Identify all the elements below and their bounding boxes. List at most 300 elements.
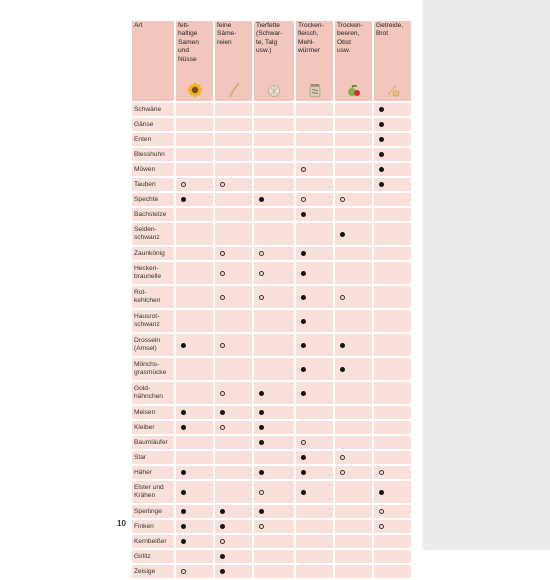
food-cell bbox=[176, 358, 213, 380]
food-cell bbox=[374, 505, 411, 518]
food-cell bbox=[335, 208, 372, 221]
filled-dot-icon bbox=[340, 367, 345, 372]
food-cell bbox=[254, 103, 294, 116]
bird-name: Blesshuhn bbox=[132, 148, 174, 161]
column-header-label: fett- haltige Samen und Nüsse bbox=[178, 22, 199, 63]
food-cell bbox=[296, 133, 333, 146]
hollow-dot-icon bbox=[220, 182, 225, 187]
food-cell bbox=[296, 262, 333, 284]
table-row bbox=[132, 178, 411, 191]
food-cell bbox=[335, 247, 372, 260]
food-cell bbox=[176, 406, 213, 419]
food-cell bbox=[335, 565, 372, 578]
food-cell bbox=[374, 406, 411, 419]
table-row bbox=[132, 148, 411, 161]
food-cell bbox=[374, 133, 411, 146]
column-header-grain-bread bbox=[374, 21, 411, 101]
food-cell bbox=[215, 466, 252, 479]
food-cell bbox=[176, 451, 213, 464]
food-cell bbox=[254, 334, 294, 356]
hollow-dot-icon bbox=[181, 569, 186, 574]
food-cell bbox=[374, 223, 411, 245]
table-row bbox=[132, 406, 411, 419]
food-cell bbox=[254, 193, 294, 206]
hollow-dot-icon bbox=[220, 251, 225, 256]
filled-dot-icon bbox=[301, 470, 306, 475]
filled-dot-icon bbox=[301, 490, 306, 495]
filled-dot-icon bbox=[220, 524, 225, 529]
food-cell bbox=[374, 436, 411, 449]
filled-dot-icon bbox=[220, 554, 225, 559]
bird-name: Seiden- schwanz bbox=[132, 223, 174, 245]
filled-dot-icon bbox=[301, 455, 306, 460]
food-cell bbox=[296, 118, 333, 131]
filled-dot-icon bbox=[301, 295, 306, 300]
food-cell bbox=[296, 466, 333, 479]
filled-dot-icon bbox=[220, 509, 225, 514]
food-cell bbox=[215, 382, 252, 404]
table-row bbox=[132, 103, 411, 116]
table-row bbox=[132, 163, 411, 176]
table-row bbox=[132, 286, 411, 308]
filled-dot-icon bbox=[379, 490, 384, 495]
filled-dot-icon bbox=[340, 232, 345, 237]
table-row bbox=[132, 466, 411, 479]
food-cell bbox=[296, 223, 333, 245]
filled-dot-icon bbox=[181, 470, 186, 475]
food-cell bbox=[176, 565, 213, 578]
food-cell bbox=[335, 466, 372, 479]
filled-dot-icon bbox=[301, 367, 306, 372]
table-row bbox=[132, 535, 411, 548]
food-cell bbox=[374, 262, 411, 284]
hollow-dot-icon bbox=[220, 391, 225, 396]
food-cell bbox=[215, 505, 252, 518]
food-cell bbox=[254, 505, 294, 518]
hollow-dot-icon bbox=[340, 197, 345, 202]
food-cell bbox=[254, 481, 294, 503]
food-cell bbox=[374, 208, 411, 221]
bird-name: Tauben bbox=[132, 178, 174, 191]
food-cell bbox=[335, 520, 372, 533]
food-cell bbox=[335, 421, 372, 434]
food-cell bbox=[335, 118, 372, 131]
bird-name: Kleiber bbox=[132, 421, 174, 434]
food-cell bbox=[335, 103, 372, 116]
food-cell bbox=[296, 451, 333, 464]
filled-dot-icon bbox=[379, 167, 384, 172]
food-cell bbox=[335, 178, 372, 191]
food-cell bbox=[176, 208, 213, 221]
food-cell bbox=[374, 520, 411, 533]
filled-dot-icon bbox=[301, 212, 306, 217]
table-row bbox=[132, 247, 411, 260]
food-cell bbox=[335, 262, 372, 284]
filled-dot-icon bbox=[379, 152, 384, 157]
header-row bbox=[132, 21, 411, 101]
column-header-label: Tierfette (Schwar- te, Talg usw.) bbox=[256, 22, 283, 55]
food-cell bbox=[254, 178, 294, 191]
food-cell bbox=[335, 406, 372, 419]
filled-dot-icon bbox=[259, 197, 264, 202]
food-cell bbox=[176, 550, 213, 563]
food-cell bbox=[215, 208, 252, 221]
food-cell bbox=[254, 223, 294, 245]
food-cell bbox=[215, 565, 252, 578]
food-cell bbox=[215, 286, 252, 308]
table-row bbox=[132, 505, 411, 518]
food-cell bbox=[254, 535, 294, 548]
food-cell bbox=[215, 163, 252, 176]
food-cell bbox=[254, 247, 294, 260]
food-cell bbox=[335, 535, 372, 548]
filled-dot-icon bbox=[379, 182, 384, 187]
food-cell bbox=[254, 565, 294, 578]
food-cell bbox=[374, 481, 411, 503]
hollow-dot-icon bbox=[301, 167, 306, 172]
food-cell bbox=[254, 286, 294, 308]
food-cell bbox=[335, 223, 372, 245]
bird-name: Gänse bbox=[132, 118, 174, 131]
table-body bbox=[132, 103, 411, 578]
hollow-dot-icon bbox=[340, 470, 345, 475]
food-cell bbox=[335, 505, 372, 518]
bird-name: Girlitz bbox=[132, 550, 174, 563]
food-cell bbox=[176, 436, 213, 449]
food-cell bbox=[176, 148, 213, 161]
filled-dot-icon bbox=[301, 319, 306, 324]
seed-ear-icon bbox=[226, 82, 242, 98]
food-cell bbox=[215, 262, 252, 284]
food-cell bbox=[296, 565, 333, 578]
food-cell bbox=[296, 178, 333, 191]
column-header-label: Art bbox=[134, 22, 143, 29]
column-header-animal-fats bbox=[254, 21, 294, 101]
food-cell bbox=[335, 148, 372, 161]
filled-dot-icon bbox=[301, 391, 306, 396]
table-row bbox=[132, 133, 411, 146]
bird-name: Baumläufer bbox=[132, 436, 174, 449]
column-header-dried-meat bbox=[296, 21, 333, 101]
food-cell bbox=[374, 247, 411, 260]
bird-name: Sperlinge bbox=[132, 505, 174, 518]
hollow-dot-icon bbox=[301, 197, 306, 202]
bird-name: Hecken- braunelle bbox=[132, 262, 174, 284]
filled-dot-icon bbox=[259, 440, 264, 445]
bird-name: Star bbox=[132, 451, 174, 464]
food-cell bbox=[254, 406, 294, 419]
food-cell bbox=[254, 148, 294, 161]
hollow-dot-icon bbox=[340, 295, 345, 300]
food-cell bbox=[215, 247, 252, 260]
food-cell bbox=[374, 550, 411, 563]
filled-dot-icon bbox=[259, 391, 264, 396]
hollow-dot-icon bbox=[259, 295, 264, 300]
column-header-label: feine Säme- reien bbox=[217, 22, 237, 46]
hollow-dot-icon bbox=[220, 425, 225, 430]
hollow-dot-icon bbox=[340, 455, 345, 460]
filled-dot-icon bbox=[259, 509, 264, 514]
bird-name: Spechte bbox=[132, 193, 174, 206]
hollow-dot-icon bbox=[301, 440, 306, 445]
food-cell bbox=[335, 382, 372, 404]
food-cell bbox=[296, 550, 333, 563]
table-row bbox=[132, 223, 411, 245]
column-header-label: Trocken- fleisch, Mehl- würmer bbox=[298, 22, 324, 55]
food-cell bbox=[296, 481, 333, 503]
table-row bbox=[132, 436, 411, 449]
hollow-dot-icon bbox=[259, 251, 264, 256]
food-cell bbox=[296, 163, 333, 176]
food-cell bbox=[176, 382, 213, 404]
filled-dot-icon bbox=[181, 539, 186, 544]
food-cell bbox=[296, 193, 333, 206]
food-cell bbox=[296, 421, 333, 434]
hollow-dot-icon bbox=[259, 490, 264, 495]
food-cell bbox=[296, 208, 333, 221]
food-cell bbox=[215, 133, 252, 146]
bird-name: Finken bbox=[132, 520, 174, 533]
filled-dot-icon bbox=[259, 425, 264, 430]
food-cell bbox=[374, 382, 411, 404]
bird-name: Gold- hähnchen bbox=[132, 382, 174, 404]
food-cell bbox=[215, 451, 252, 464]
food-cell bbox=[176, 310, 213, 332]
column-header-dried-berries bbox=[335, 21, 372, 101]
table-row bbox=[132, 334, 411, 356]
food-cell bbox=[215, 178, 252, 191]
food-cell bbox=[335, 133, 372, 146]
food-cell bbox=[374, 451, 411, 464]
food-cell bbox=[296, 436, 333, 449]
food-cell bbox=[215, 436, 252, 449]
table-row bbox=[132, 550, 411, 563]
filled-dot-icon bbox=[301, 271, 306, 276]
filled-dot-icon bbox=[259, 410, 264, 415]
food-cell bbox=[254, 550, 294, 563]
food-cell bbox=[335, 436, 372, 449]
food-cell bbox=[254, 133, 294, 146]
bird-name: Mönchs- grasmücke bbox=[132, 358, 174, 380]
food-cell bbox=[335, 286, 372, 308]
filled-dot-icon bbox=[220, 569, 225, 574]
filled-dot-icon bbox=[379, 107, 384, 112]
bird-name: Hausrot- schwanz bbox=[132, 310, 174, 332]
column-header-art bbox=[132, 21, 174, 101]
food-cell bbox=[296, 247, 333, 260]
column-header-label: Trocken- beeren, Obst usw. bbox=[337, 22, 363, 55]
food-cell bbox=[335, 451, 372, 464]
food-cell bbox=[176, 520, 213, 533]
food-cell bbox=[176, 505, 213, 518]
food-cell bbox=[254, 382, 294, 404]
food-cell bbox=[176, 163, 213, 176]
food-cell bbox=[296, 406, 333, 419]
filled-dot-icon bbox=[301, 251, 306, 256]
sunflower-icon bbox=[187, 82, 203, 98]
filled-dot-icon bbox=[340, 343, 345, 348]
table-row bbox=[132, 481, 411, 503]
table-row bbox=[132, 565, 411, 578]
food-cell bbox=[335, 310, 372, 332]
food-cell bbox=[374, 178, 411, 191]
food-cell bbox=[215, 223, 252, 245]
bird-name: Kernbeißer bbox=[132, 535, 174, 548]
food-cell bbox=[296, 382, 333, 404]
food-cell bbox=[374, 193, 411, 206]
filled-dot-icon bbox=[181, 343, 186, 348]
filled-dot-icon bbox=[301, 343, 306, 348]
food-cell bbox=[215, 193, 252, 206]
page-number: 10 bbox=[117, 519, 126, 528]
bird-name: Enten bbox=[132, 133, 174, 146]
food-cell bbox=[335, 358, 372, 380]
food-cell bbox=[215, 421, 252, 434]
food-cell bbox=[176, 421, 213, 434]
filled-dot-icon bbox=[379, 137, 384, 142]
food-cell bbox=[335, 163, 372, 176]
food-cell bbox=[296, 505, 333, 518]
food-cell bbox=[254, 163, 294, 176]
food-cell bbox=[374, 535, 411, 548]
column-header-fine-seeds bbox=[215, 21, 252, 101]
food-cell bbox=[335, 334, 372, 356]
food-cell bbox=[296, 148, 333, 161]
table-row bbox=[132, 520, 411, 533]
food-cell bbox=[215, 118, 252, 131]
hollow-dot-icon bbox=[379, 470, 384, 475]
table-row bbox=[132, 382, 411, 404]
food-cell bbox=[254, 421, 294, 434]
food-cell bbox=[254, 520, 294, 533]
filled-dot-icon bbox=[259, 470, 264, 475]
hollow-dot-icon bbox=[259, 524, 264, 529]
food-cell bbox=[215, 520, 252, 533]
bird-name: Zeisige bbox=[132, 565, 174, 578]
table-row bbox=[132, 451, 411, 464]
food-cell bbox=[215, 535, 252, 548]
filled-dot-icon bbox=[181, 197, 186, 202]
food-cell bbox=[176, 262, 213, 284]
food-cell bbox=[215, 550, 252, 563]
food-cell bbox=[176, 334, 213, 356]
fat-ball-icon bbox=[266, 82, 282, 98]
food-cell bbox=[296, 535, 333, 548]
filled-dot-icon bbox=[379, 122, 384, 127]
food-cell bbox=[215, 406, 252, 419]
filled-dot-icon bbox=[181, 524, 186, 529]
bird-name: Drosseln (Amsel) bbox=[132, 334, 174, 356]
food-cell bbox=[374, 103, 411, 116]
food-cell bbox=[374, 466, 411, 479]
food-cell bbox=[335, 481, 372, 503]
bird-name: Häher bbox=[132, 466, 174, 479]
column-header-label: Getreide, Brot bbox=[376, 22, 404, 38]
hollow-dot-icon bbox=[181, 182, 186, 187]
food-cell bbox=[215, 103, 252, 116]
fruit-icon bbox=[346, 82, 362, 98]
table-row bbox=[132, 208, 411, 221]
table-row bbox=[132, 193, 411, 206]
food-cell bbox=[254, 208, 294, 221]
food-cell bbox=[254, 358, 294, 380]
filled-dot-icon bbox=[181, 425, 186, 430]
table-row bbox=[132, 310, 411, 332]
food-cell bbox=[215, 358, 252, 380]
feeding-table bbox=[130, 19, 413, 580]
food-cell bbox=[296, 358, 333, 380]
food-cell bbox=[374, 148, 411, 161]
food-cell bbox=[296, 103, 333, 116]
food-cell bbox=[254, 436, 294, 449]
filled-dot-icon bbox=[181, 490, 186, 495]
bird-name: Elster und Krähen bbox=[132, 481, 174, 503]
bird-name: Möwen bbox=[132, 163, 174, 176]
table-row bbox=[132, 358, 411, 380]
food-cell bbox=[335, 550, 372, 563]
food-cell bbox=[176, 193, 213, 206]
hollow-dot-icon bbox=[220, 271, 225, 276]
food-cell bbox=[176, 133, 213, 146]
bird-name: Meisen bbox=[132, 406, 174, 419]
food-cell bbox=[176, 118, 213, 131]
food-cell bbox=[296, 286, 333, 308]
table-row bbox=[132, 421, 411, 434]
table-row bbox=[132, 118, 411, 131]
food-cell bbox=[296, 334, 333, 356]
food-cell bbox=[176, 535, 213, 548]
food-cell bbox=[176, 481, 213, 503]
hollow-dot-icon bbox=[259, 271, 264, 276]
food-cell bbox=[176, 223, 213, 245]
food-cell bbox=[254, 466, 294, 479]
food-cell bbox=[215, 148, 252, 161]
food-cell bbox=[215, 310, 252, 332]
filled-dot-icon bbox=[181, 509, 186, 514]
table-row bbox=[132, 262, 411, 284]
filled-dot-icon bbox=[220, 410, 225, 415]
hollow-dot-icon bbox=[220, 295, 225, 300]
food-cell bbox=[254, 310, 294, 332]
bread-grain-icon bbox=[385, 82, 401, 98]
food-cell bbox=[254, 451, 294, 464]
hollow-dot-icon bbox=[379, 509, 384, 514]
food-cell bbox=[254, 262, 294, 284]
food-cell bbox=[296, 520, 333, 533]
food-cell bbox=[176, 247, 213, 260]
food-cell bbox=[176, 286, 213, 308]
food-cell bbox=[374, 358, 411, 380]
bird-name: Bachstelze bbox=[132, 208, 174, 221]
food-cell bbox=[374, 118, 411, 131]
food-cell bbox=[254, 118, 294, 131]
food-cell bbox=[374, 310, 411, 332]
food-cell bbox=[335, 193, 372, 206]
food-cell bbox=[374, 565, 411, 578]
bird-name: Schwäne bbox=[132, 103, 174, 116]
mealworm-jar-icon bbox=[307, 82, 323, 98]
food-cell bbox=[374, 286, 411, 308]
food-cell bbox=[215, 334, 252, 356]
filled-dot-icon bbox=[181, 410, 186, 415]
bird-name: Zaunkönig bbox=[132, 247, 174, 260]
hollow-dot-icon bbox=[220, 539, 225, 544]
column-header-seeds-nuts bbox=[176, 21, 213, 101]
food-cell bbox=[176, 178, 213, 191]
food-cell bbox=[176, 466, 213, 479]
food-cell bbox=[374, 334, 411, 356]
hollow-dot-icon bbox=[379, 524, 384, 529]
